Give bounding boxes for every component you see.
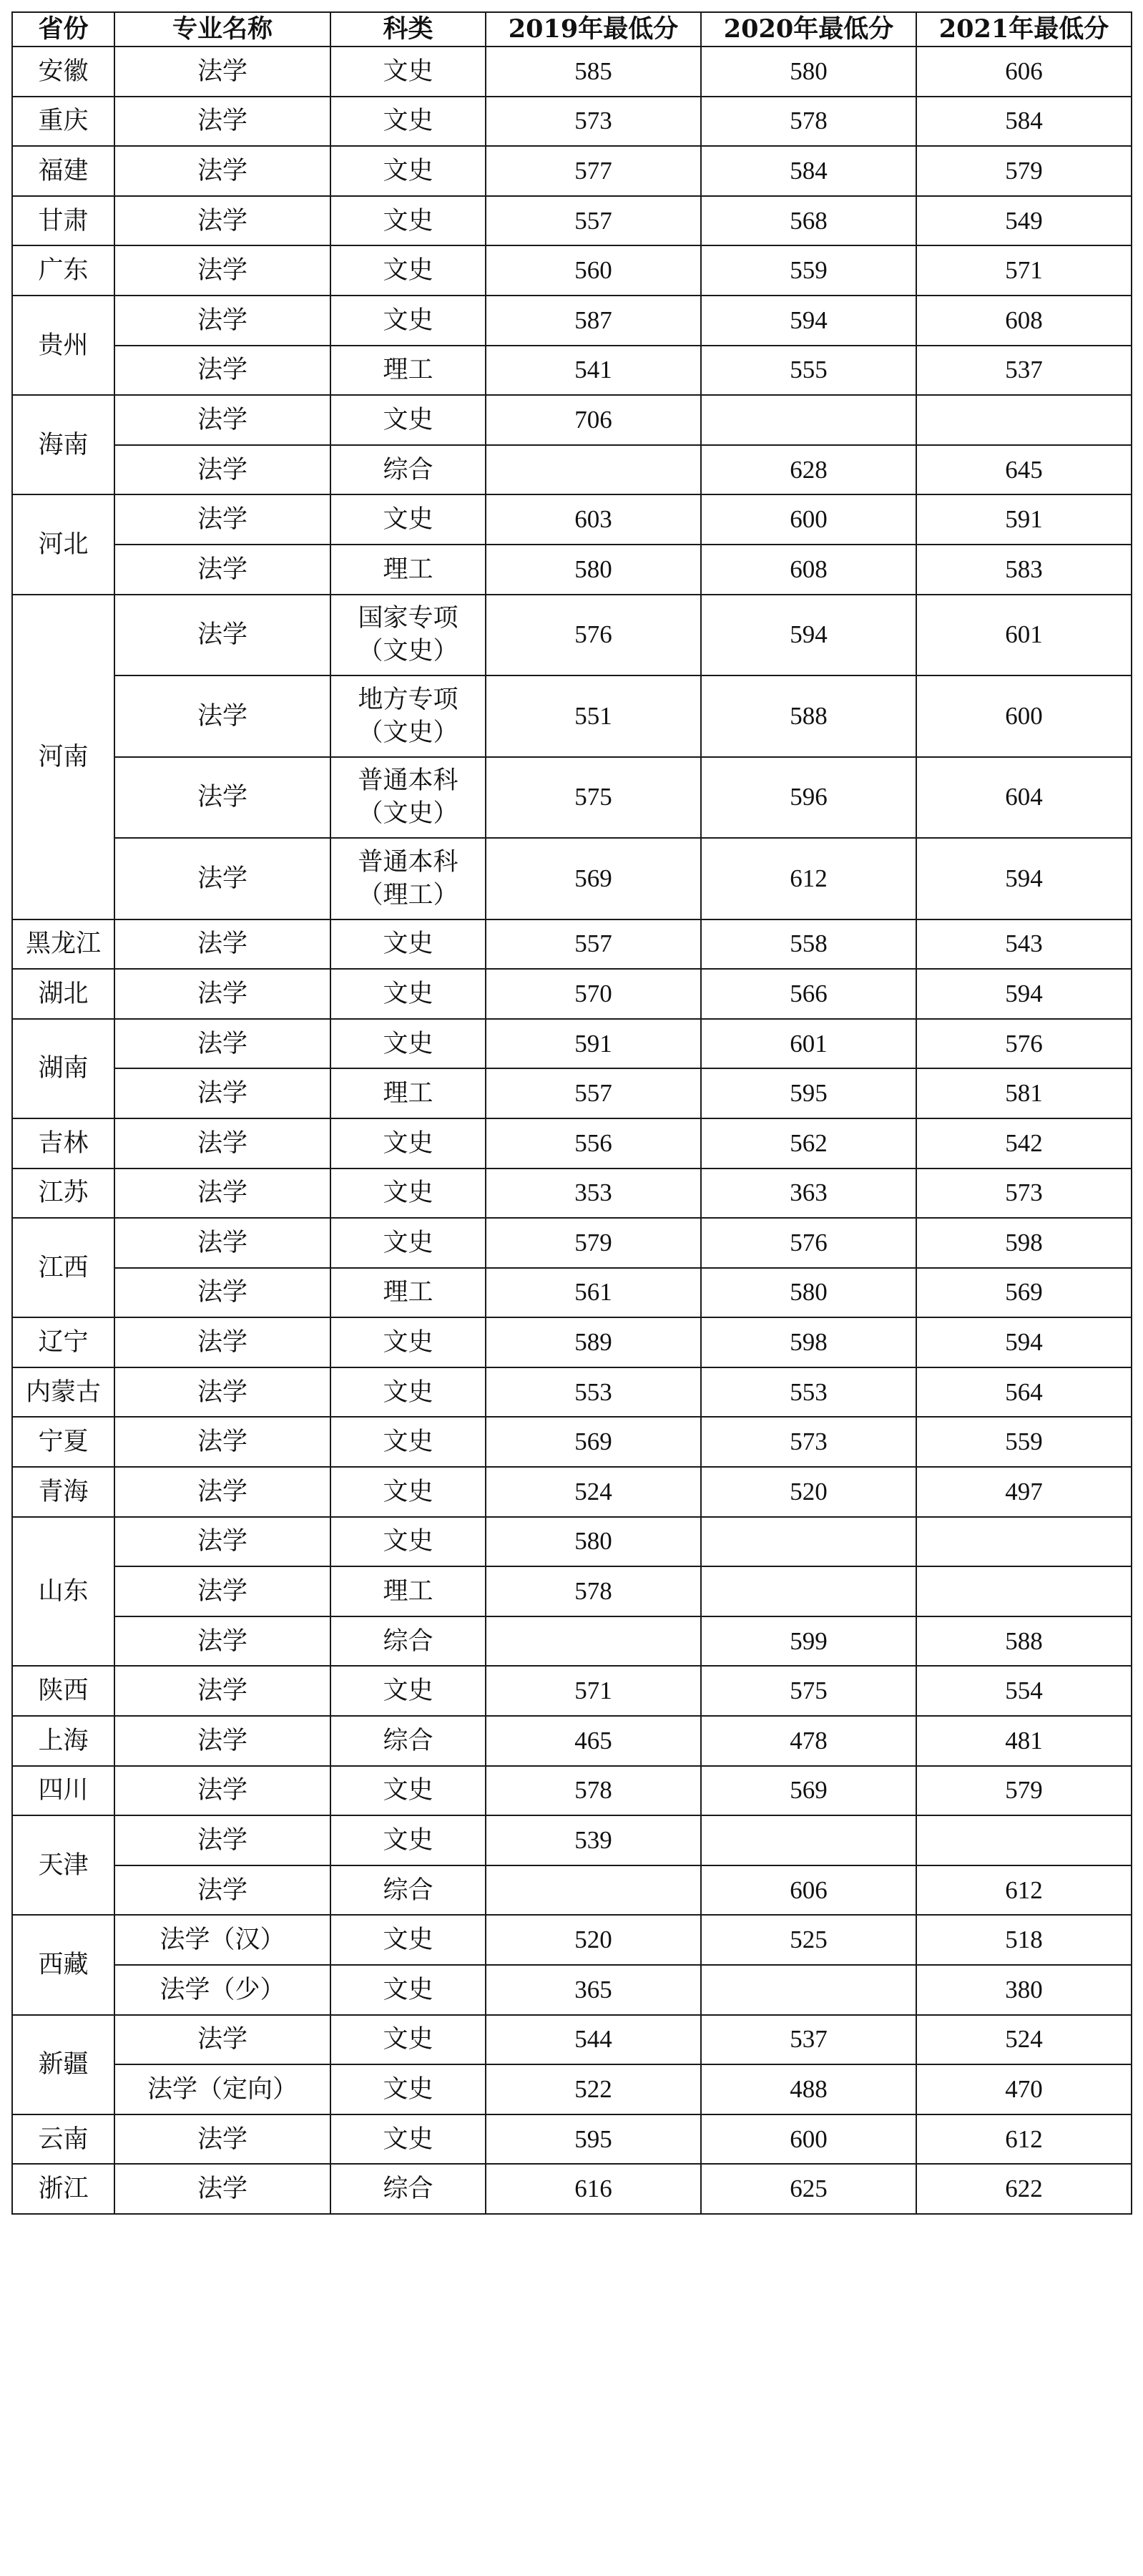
table-row	[12, 2114, 1132, 2165]
major-cell: 法学	[114, 545, 330, 595]
category-cell: 文史	[330, 1169, 486, 1219]
category-cell: 综合	[330, 445, 486, 495]
score-2019-cell	[486, 1616, 701, 1667]
category-cell: 文史	[330, 146, 486, 196]
score-2019-cell: 579	[486, 1218, 701, 1268]
table-row	[12, 296, 1132, 346]
admission-score-table	[11, 11, 1132, 2215]
category-cell	[330, 595, 486, 676]
score-2020-cell: 578	[701, 97, 916, 147]
table-row	[12, 2015, 1132, 2065]
score-2021-cell: 543	[916, 919, 1132, 970]
table-row	[12, 595, 1132, 676]
table-row	[12, 919, 1132, 970]
score-2019-cell: 465	[486, 1716, 701, 1766]
score-2019-cell: 557	[486, 919, 701, 970]
score-2019-cell: 365	[486, 1965, 701, 2015]
score-2019-cell: 520	[486, 1915, 701, 1965]
table-row	[12, 1019, 1132, 1069]
table-row	[12, 97, 1132, 147]
category-cell: 文史	[330, 1666, 486, 1716]
category-cell: 综合	[330, 2164, 486, 2214]
major-cell: 法学	[114, 1467, 330, 1517]
province-cell: 湖南	[12, 1019, 114, 1118]
table-row	[12, 1218, 1132, 1268]
major-cell: 法学（少）	[114, 1965, 330, 2015]
score-2019-cell: 569	[486, 838, 701, 919]
header-major: 专业名称	[114, 12, 330, 47]
score-2019-cell: 603	[486, 494, 701, 545]
category-cell: 文史	[330, 1815, 486, 1865]
score-2019-cell: 560	[486, 245, 701, 296]
score-2020-cell: 569	[701, 1766, 916, 1816]
score-2021-cell: 549	[916, 196, 1132, 246]
major-cell: 法学	[114, 675, 330, 757]
category-cell: 文史	[330, 494, 486, 545]
score-2020-cell: 598	[701, 1317, 916, 1367]
score-2019-cell: 578	[486, 1566, 701, 1616]
province-cell: 海南	[12, 395, 114, 494]
score-2020-cell: 537	[701, 2015, 916, 2065]
score-2021-cell: 608	[916, 296, 1132, 346]
score-2019-cell: 571	[486, 1666, 701, 1716]
province-cell: 青海	[12, 1467, 114, 1517]
score-2020-cell: 520	[701, 1467, 916, 1517]
province-cell: 天津	[12, 1815, 114, 1915]
category-cell: 文史	[330, 245, 486, 296]
score-2019-cell	[486, 1865, 701, 1916]
score-2019-cell: 570	[486, 969, 701, 1019]
score-2020-cell: 599	[701, 1616, 916, 1667]
table-row	[12, 2164, 1132, 2214]
score-2020-cell: 596	[701, 757, 916, 839]
score-2021-cell: 524	[916, 2015, 1132, 2065]
score-2019-cell: 353	[486, 1169, 701, 1219]
score-2021-cell: 380	[916, 1965, 1132, 2015]
table-row	[12, 1566, 1132, 1616]
score-2020-cell: 573	[701, 1417, 916, 1467]
major-cell: 法学	[114, 1268, 330, 1318]
category-cell: 文史	[330, 1218, 486, 1268]
category-cell: 综合	[330, 1865, 486, 1916]
score-2019-cell: 522	[486, 2064, 701, 2114]
table-row	[12, 1268, 1132, 1318]
table-row	[12, 494, 1132, 545]
score-2021-cell: 571	[916, 245, 1132, 296]
category-cell	[330, 675, 486, 757]
score-2019-cell: 577	[486, 146, 701, 196]
header-province: 省份	[12, 12, 114, 47]
major-cell: 法学	[114, 2114, 330, 2165]
category-cell: 文史	[330, 395, 486, 445]
score-2019-cell: 553	[486, 1367, 701, 1418]
table-body	[12, 47, 1132, 2214]
major-cell: 法学（汉）	[114, 1915, 330, 1965]
major-cell: 法学	[114, 757, 330, 839]
score-2019-cell: 595	[486, 2114, 701, 2165]
table-row	[12, 757, 1132, 839]
category-cell: 文史	[330, 2015, 486, 2065]
province-cell: 广东	[12, 245, 114, 296]
province-cell: 吉林	[12, 1118, 114, 1169]
major-cell: 法学	[114, 47, 330, 97]
score-2020-cell: 608	[701, 545, 916, 595]
score-2019-cell: 557	[486, 196, 701, 246]
score-2019-cell: 576	[486, 595, 701, 676]
score-2021-cell: 497	[916, 1467, 1132, 1517]
score-2021-cell: 569	[916, 1268, 1132, 1318]
table-row	[12, 1367, 1132, 1418]
score-2020-cell: 580	[701, 1268, 916, 1318]
score-2021-cell: 579	[916, 146, 1132, 196]
major-cell: 法学	[114, 1218, 330, 1268]
major-cell: 法学	[114, 1666, 330, 1716]
score-2021-cell: 573	[916, 1169, 1132, 1219]
score-2021-cell: 470	[916, 2064, 1132, 2114]
table-row	[12, 47, 1132, 97]
score-2019-cell: 541	[486, 346, 701, 396]
score-2020-cell: 588	[701, 675, 916, 757]
major-cell: 法学	[114, 296, 330, 346]
province-cell: 上海	[12, 1716, 114, 1766]
category-line: 普通本科	[358, 847, 458, 877]
table-row	[12, 1666, 1132, 1716]
category-cell: 理工	[330, 346, 486, 396]
score-2021-cell: 594	[916, 1317, 1132, 1367]
table-row	[12, 1169, 1132, 1219]
table-row	[12, 2064, 1132, 2114]
score-2019-cell: 580	[486, 1517, 701, 1567]
score-2021-cell: 594	[916, 838, 1132, 919]
table-row	[12, 1865, 1132, 1916]
province-cell: 西藏	[12, 1915, 114, 2014]
category-line: 国家专项	[358, 604, 458, 633]
category-cell: 文史	[330, 2064, 486, 2114]
major-cell: 法学	[114, 97, 330, 147]
major-cell: 法学	[114, 2164, 330, 2214]
major-cell: 法学	[114, 838, 330, 919]
score-2021-cell: 576	[916, 1019, 1132, 1069]
score-2020-cell: 576	[701, 1218, 916, 1268]
province-cell: 甘肃	[12, 196, 114, 246]
score-2020-cell	[701, 1517, 916, 1567]
score-2019-cell: 561	[486, 1268, 701, 1318]
province-cell: 江苏	[12, 1169, 114, 1219]
score-2019-cell: 524	[486, 1467, 701, 1517]
major-cell: 法学	[114, 1417, 330, 1467]
category-cell: 文史	[330, 1965, 486, 2015]
score-2019-cell: 706	[486, 395, 701, 445]
category-cell: 文史	[330, 2114, 486, 2165]
province-cell: 山东	[12, 1517, 114, 1667]
province-cell: 湖北	[12, 969, 114, 1019]
score-2021-cell: 622	[916, 2164, 1132, 2214]
province-cell: 河北	[12, 494, 114, 594]
province-cell: 新疆	[12, 2015, 114, 2114]
category-line: （文史）	[358, 799, 458, 829]
score-2020-cell: 478	[701, 1716, 916, 1766]
province-cell: 黑龙江	[12, 919, 114, 970]
score-2021-cell: 581	[916, 1068, 1132, 1118]
score-2020-cell	[701, 395, 916, 445]
table-row	[12, 1417, 1132, 1467]
major-cell: 法学	[114, 146, 330, 196]
score-2020-cell: 580	[701, 47, 916, 97]
major-cell: 法学	[114, 395, 330, 445]
category-line: （文史）	[358, 637, 458, 666]
score-2020-cell: 575	[701, 1666, 916, 1716]
table-row	[12, 545, 1132, 595]
score-2020-cell	[701, 1566, 916, 1616]
score-2019-cell: 587	[486, 296, 701, 346]
table-row	[12, 146, 1132, 196]
score-2021-cell	[916, 1566, 1132, 1616]
category-cell: 综合	[330, 1716, 486, 1766]
score-2020-cell: 612	[701, 838, 916, 919]
table-row	[12, 346, 1132, 396]
score-2021-cell: 591	[916, 494, 1132, 545]
score-2020-cell: 628	[701, 445, 916, 495]
score-2021-cell: 612	[916, 1865, 1132, 1916]
score-2019-cell: 580	[486, 545, 701, 595]
score-2020-cell: 600	[701, 2114, 916, 2165]
category-cell: 文史	[330, 1118, 486, 1169]
score-2019-cell: 589	[486, 1317, 701, 1367]
score-2021-cell: 606	[916, 47, 1132, 97]
table-row	[12, 245, 1132, 296]
score-2019-cell: 573	[486, 97, 701, 147]
table-row	[12, 196, 1132, 246]
category-cell: 文史	[330, 1417, 486, 1467]
table-row	[12, 1766, 1132, 1816]
province-cell: 陕西	[12, 1666, 114, 1716]
province-cell: 内蒙古	[12, 1367, 114, 1418]
major-cell: 法学	[114, 919, 330, 970]
table-row	[12, 395, 1132, 445]
score-2021-cell: 594	[916, 969, 1132, 1019]
score-2021-cell: 588	[916, 1616, 1132, 1667]
table-header-row	[12, 12, 1132, 47]
province-cell: 浙江	[12, 2164, 114, 2214]
category-cell: 文史	[330, 47, 486, 97]
category-line: （文史）	[358, 718, 458, 747]
category-cell: 文史	[330, 196, 486, 246]
header-2020: 2020年最低分	[701, 12, 916, 47]
major-cell: 法学	[114, 1019, 330, 1069]
score-2019-cell: 578	[486, 1766, 701, 1816]
score-2021-cell: 601	[916, 595, 1132, 676]
score-2020-cell: 525	[701, 1915, 916, 1965]
category-cell: 文史	[330, 1467, 486, 1517]
category-line: （理工）	[358, 880, 458, 909]
score-2019-cell: 569	[486, 1417, 701, 1467]
category-line: 地方专项	[358, 685, 458, 714]
score-2021-cell	[916, 1517, 1132, 1567]
province-cell: 云南	[12, 2114, 114, 2165]
score-2021-cell: 559	[916, 1417, 1132, 1467]
major-cell: 法学	[114, 245, 330, 296]
category-cell: 文史	[330, 1019, 486, 1069]
score-2021-cell: 554	[916, 1666, 1132, 1716]
category-cell	[330, 838, 486, 919]
major-cell: 法学	[114, 1068, 330, 1118]
table-row	[12, 1467, 1132, 1517]
category-cell: 文史	[330, 1915, 486, 1965]
table-row	[12, 1815, 1132, 1865]
score-2021-cell: 598	[916, 1218, 1132, 1268]
score-2020-cell: 595	[701, 1068, 916, 1118]
category-cell: 理工	[330, 1068, 486, 1118]
major-cell: 法学	[114, 445, 330, 495]
score-2021-cell: 564	[916, 1367, 1132, 1418]
major-cell: 法学	[114, 1766, 330, 1816]
score-2020-cell: 601	[701, 1019, 916, 1069]
category-cell: 文史	[330, 1517, 486, 1567]
major-cell: 法学	[114, 1367, 330, 1418]
score-2020-cell: 568	[701, 196, 916, 246]
table-row	[12, 1616, 1132, 1667]
province-cell: 重庆	[12, 97, 114, 147]
score-2019-cell: 575	[486, 757, 701, 839]
score-2020-cell: 488	[701, 2064, 916, 2114]
score-2020-cell: 594	[701, 296, 916, 346]
score-2020-cell: 566	[701, 969, 916, 1019]
category-line: 普通本科	[358, 766, 458, 796]
score-2020-cell	[701, 1815, 916, 1865]
score-2021-cell	[916, 1815, 1132, 1865]
score-2019-cell	[486, 445, 701, 495]
score-2019-cell: 556	[486, 1118, 701, 1169]
category-cell: 理工	[330, 1268, 486, 1318]
major-cell: 法学	[114, 1865, 330, 1916]
score-2020-cell: 559	[701, 245, 916, 296]
score-2020-cell: 555	[701, 346, 916, 396]
major-cell: 法学	[114, 196, 330, 246]
province-cell: 福建	[12, 146, 114, 196]
score-2021-cell: 542	[916, 1118, 1132, 1169]
table-row	[12, 969, 1132, 1019]
category-cell: 理工	[330, 545, 486, 595]
score-2020-cell: 606	[701, 1865, 916, 1916]
category-cell	[330, 757, 486, 839]
score-2019-cell: 551	[486, 675, 701, 757]
score-2021-cell	[916, 395, 1132, 445]
category-cell: 理工	[330, 1566, 486, 1616]
major-cell: 法学	[114, 969, 330, 1019]
score-2020-cell: 363	[701, 1169, 916, 1219]
major-cell: 法学	[114, 1815, 330, 1865]
table-row	[12, 1118, 1132, 1169]
table-row	[12, 1068, 1132, 1118]
major-cell: 法学	[114, 1118, 330, 1169]
major-cell: 法学	[114, 1517, 330, 1567]
major-cell: 法学	[114, 1169, 330, 1219]
header-2019: 2019年最低分	[486, 12, 701, 47]
major-cell: 法学	[114, 1566, 330, 1616]
score-2021-cell: 600	[916, 675, 1132, 757]
category-cell: 文史	[330, 1317, 486, 1367]
score-2020-cell: 553	[701, 1367, 916, 1418]
score-2021-cell: 583	[916, 545, 1132, 595]
score-2021-cell: 481	[916, 1716, 1132, 1766]
score-2019-cell: 544	[486, 2015, 701, 2065]
major-cell: 法学	[114, 346, 330, 396]
table-row	[12, 1915, 1132, 1965]
table-row	[12, 1317, 1132, 1367]
score-2019-cell: 591	[486, 1019, 701, 1069]
score-2020-cell	[701, 1965, 916, 2015]
major-cell: 法学	[114, 2015, 330, 2065]
table-row	[12, 1716, 1132, 1766]
province-cell: 宁夏	[12, 1417, 114, 1467]
category-cell: 文史	[330, 97, 486, 147]
category-cell: 文史	[330, 296, 486, 346]
header-category: 科类	[330, 12, 486, 47]
score-2020-cell: 584	[701, 146, 916, 196]
table-row	[12, 838, 1132, 919]
major-cell: 法学	[114, 494, 330, 545]
score-2020-cell: 600	[701, 494, 916, 545]
score-2021-cell: 645	[916, 445, 1132, 495]
table-row	[12, 675, 1132, 757]
header-2021: 2021年最低分	[916, 12, 1132, 47]
score-2020-cell: 558	[701, 919, 916, 970]
table-row	[12, 445, 1132, 495]
province-cell: 四川	[12, 1766, 114, 1816]
score-2021-cell: 584	[916, 97, 1132, 147]
category-cell: 文史	[330, 1367, 486, 1418]
category-cell: 文史	[330, 919, 486, 970]
category-cell: 文史	[330, 1766, 486, 1816]
score-2020-cell: 594	[701, 595, 916, 676]
province-cell: 江西	[12, 1218, 114, 1317]
category-cell: 文史	[330, 969, 486, 1019]
score-2020-cell: 562	[701, 1118, 916, 1169]
major-cell: 法学	[114, 1716, 330, 1766]
major-cell: 法学（定向）	[114, 2064, 330, 2114]
score-2020-cell: 625	[701, 2164, 916, 2214]
major-cell: 法学	[114, 595, 330, 676]
score-2019-cell: 616	[486, 2164, 701, 2214]
province-cell: 安徽	[12, 47, 114, 97]
score-2021-cell: 518	[916, 1915, 1132, 1965]
table-row	[12, 1965, 1132, 2015]
table-row	[12, 1517, 1132, 1567]
province-cell: 河南	[12, 595, 114, 919]
score-2021-cell: 537	[916, 346, 1132, 396]
major-cell: 法学	[114, 1317, 330, 1367]
province-cell: 辽宁	[12, 1317, 114, 1367]
major-cell: 法学	[114, 1616, 330, 1667]
category-cell: 综合	[330, 1616, 486, 1667]
score-2021-cell: 579	[916, 1766, 1132, 1816]
score-2021-cell: 612	[916, 2114, 1132, 2165]
score-2019-cell: 585	[486, 47, 701, 97]
province-cell: 贵州	[12, 296, 114, 395]
score-2019-cell: 557	[486, 1068, 701, 1118]
score-2021-cell: 604	[916, 757, 1132, 839]
score-2019-cell: 539	[486, 1815, 701, 1865]
